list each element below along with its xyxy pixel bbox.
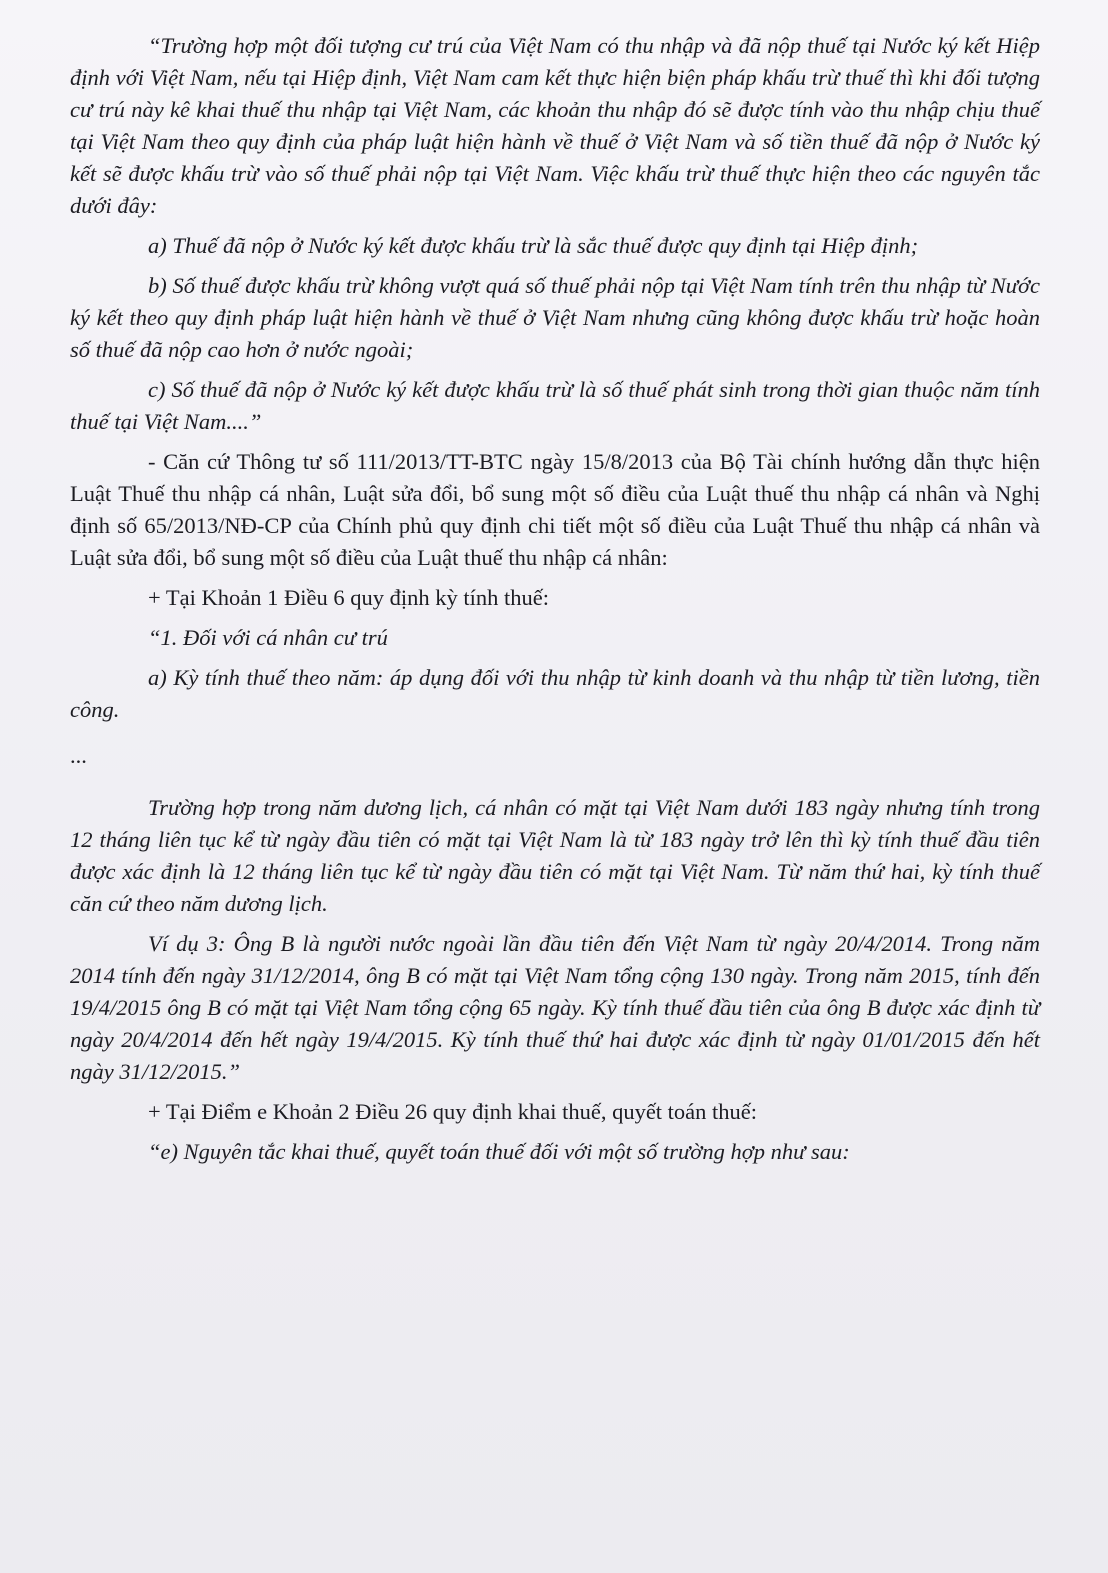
paragraph-treaty-quote: “Trường hợp một đối tượng cư trú của Việt Nam có thu nhập và đã nộp thuế tại Nước ký kết Hiệp định với Việt Nam, nếu tại Hiệp định, Việt Nam cam kết thực hiện biện pháp khấu trừ thuế thì khi đối tượng cư trú này kê khai thuế thu nhập tại Việt Nam, các khoản thu nhập đó sẽ được tính vào thu nhập chịu thuế tại Việt Nam theo quy định của pháp luật hiện hành về thuế ở Việt Nam và số tiền thuế đã nộp ở Nước ký kết sẽ được khấu trừ vào số thuế phải nộp tại Việt Nam. Việc khấu trừ thuế thực hiện theo các nguyên tắc dưới đây: — [70, 33, 1040, 218]
page-text — [70, 30, 1040, 1176]
paragraph-point-e-article-26: + Tại Điểm e Khoản 2 Điều 26 quy định khai thuế, quyết toán thuế: — [148, 1099, 758, 1124]
paragraph-tax-period-yearly: a) Kỳ tính thuế theo năm: áp dụng đối với thu nhập từ kinh doanh và thu nhập từ tiền lương, tiền công. — [70, 665, 1040, 722]
paragraph-example-3: Ví dụ 3: Ông B là người nước ngoài lần đầu tiên đến Việt Nam từ ngày 20/4/2014. Trong năm 2014 tính đến ngày 31/12/2014, ông B có mặt tại Việt Nam tổng cộng 130 ngày. Trong năm 2015, tính đến 19/4/2015 ông B có mặt tại Việt Nam tổng cộng 65 ngày. Kỳ tính thuế đầu tiên của ông B được xác định từ ngày 20/4/2014 đến hết ngày 19/4/2015. Kỳ tính thuế thứ hai được xác định từ ngày 01/01/2015 đến hết ngày 31/12/2015.” — [70, 931, 1040, 1084]
paragraph-point-c: c) Số thuế đã nộp ở Nước ký kết được khấu trừ là số thuế phát sinh trong thời gian thuộc năm tính thuế tại Việt Nam....” — [70, 377, 1040, 434]
paragraph-point-b: b) Số thuế được khấu trừ không vượt quá số thuế phải nộp tại Việt Nam tính trên thu nhập từ Nước ký kết theo quy định pháp luật hiện hành về thuế ở Việt Nam nhưng cũng không được khấu trừ hoặc hoàn số thuế đã nộp cao hơn ở nước ngoài; — [70, 273, 1040, 362]
paragraph-point-a: a) Thuế đã nộp ở Nước ký kết được khấu trừ là sắc thuế được quy định tại Hiệp định; — [148, 233, 919, 258]
paragraph-declaration-principles: “e) Nguyên tắc khai thuế, quyết toán thuế đối với một số trường hợp như sau: — [148, 1139, 850, 1164]
paragraph-resident-heading: “1. Đối với cá nhân cư trú — [148, 625, 388, 650]
ellipsis: ... — [70, 743, 87, 768]
paragraph-clause-1-article-6: + Tại Khoản 1 Điều 6 quy định kỳ tính thuế: — [148, 585, 549, 610]
paragraph-circular-basis: - Căn cứ Thông tư số 111/2013/TT-BTC ngày 15/8/2013 của Bộ Tài chính hướng dẫn thực hiện Luật Thuế thu nhập cá nhân, Luật sửa đổi, bổ sung một số điều của Luật thuế thu nhập cá nhân và Nghị định số 65/2013/NĐ-CP của Chính phủ quy định chi tiết một số điều của Luật Thuế thu nhập cá nhân và Luật sửa đổi, bổ sung một số điều của Luật thuế thu nhập cá nhân: — [70, 449, 1040, 570]
paragraph-183-days-rule: Trường hợp trong năm dương lịch, cá nhân có mặt tại Việt Nam dưới 183 ngày nhưng tính trong 12 tháng liên tục kể từ ngày đầu tiên có mặt tại Việt Nam là từ 183 ngày trở lên thì kỳ tính thuế đầu tiên được xác định là 12 tháng liên tục kể từ ngày đầu tiên có mặt tại Việt Nam. Từ năm thứ hai, kỳ tính thuế căn cứ theo năm dương lịch. — [70, 795, 1040, 916]
